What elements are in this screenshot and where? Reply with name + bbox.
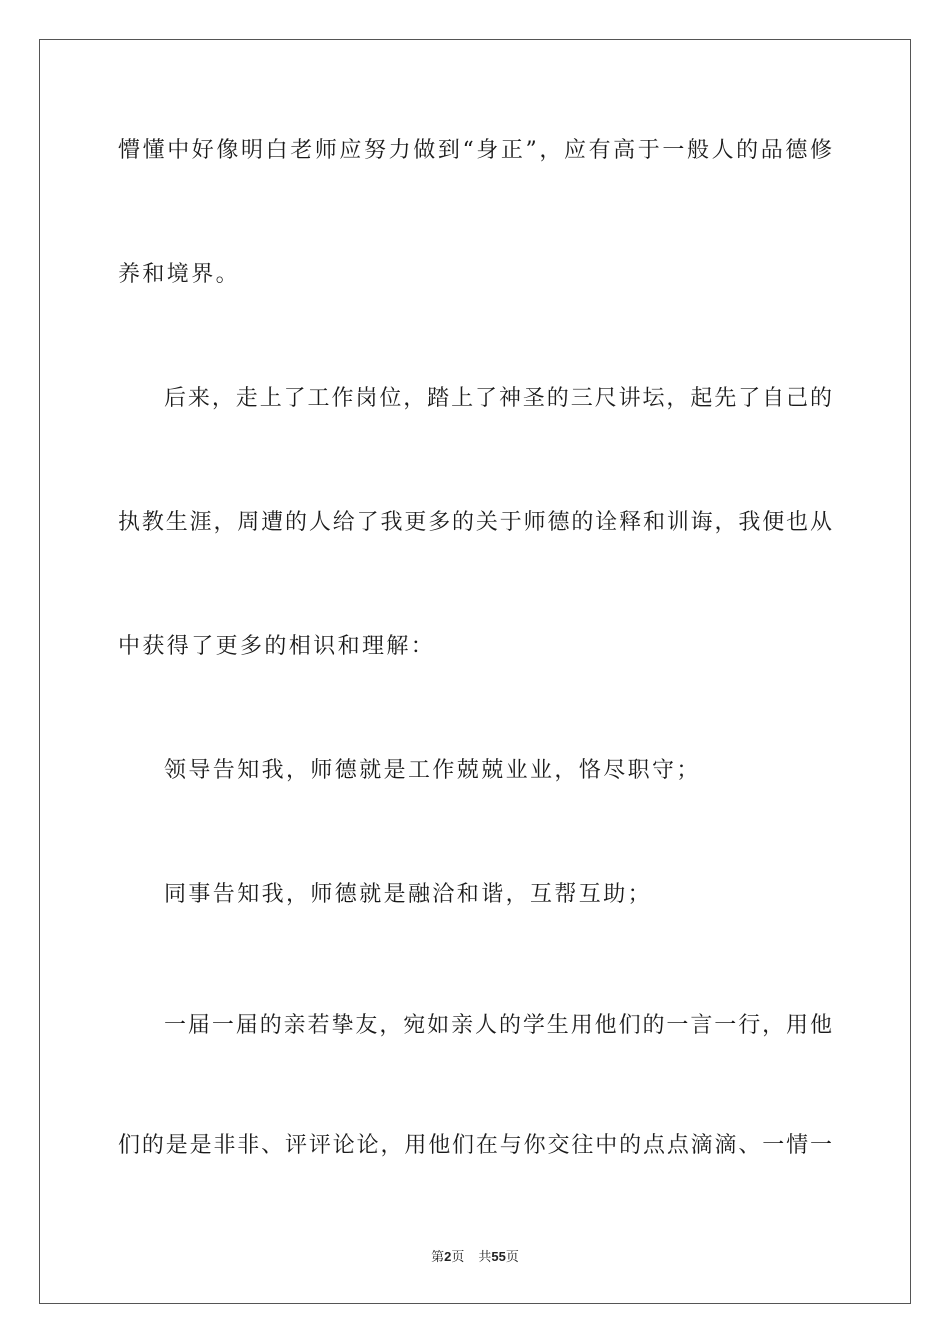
page-footer	[0, 1248, 950, 1267]
paragraph-line-6: 领导告知我，师德就是工作兢兢业业，恪尽职守；	[164, 758, 701, 783]
page-border	[39, 39, 911, 1304]
page-suffix: 页	[451, 1250, 465, 1265]
text-line-2: 养和境界。	[118, 262, 241, 287]
total-suffix: 页	[505, 1250, 519, 1265]
paragraph-start-line-3: 后来，走上了工作岗位，踏上了神圣的三尺讲坛，起先了自己的	[164, 386, 832, 411]
page-number: 2	[444, 1249, 452, 1264]
text-line-5: 中获得了更多的相识和理解：	[118, 634, 436, 659]
page-prefix: 第	[431, 1250, 445, 1265]
total-pages: 55	[491, 1249, 506, 1264]
text-line-4: 执教生涯，周遭的人给了我更多的关于师德的诠释和训诲，我便也从	[118, 510, 832, 535]
text-line-1: 懵懂中好像明白老师应努力做到“身正”，应有高于一般人的品德修	[118, 138, 832, 163]
paragraph-start-line-8: 一届一届的亲若挚友，宛如亲人的学生用他们的一言一行，用他	[164, 1013, 832, 1038]
paragraph-line-7: 同事告知我，师德就是融洽和谐，互帮互助；	[164, 882, 653, 907]
total-prefix: 共	[478, 1250, 492, 1265]
text-line-9: 们的是是非非、评评论论，用他们在与你交往中的点点滴滴、一情一	[118, 1133, 832, 1158]
